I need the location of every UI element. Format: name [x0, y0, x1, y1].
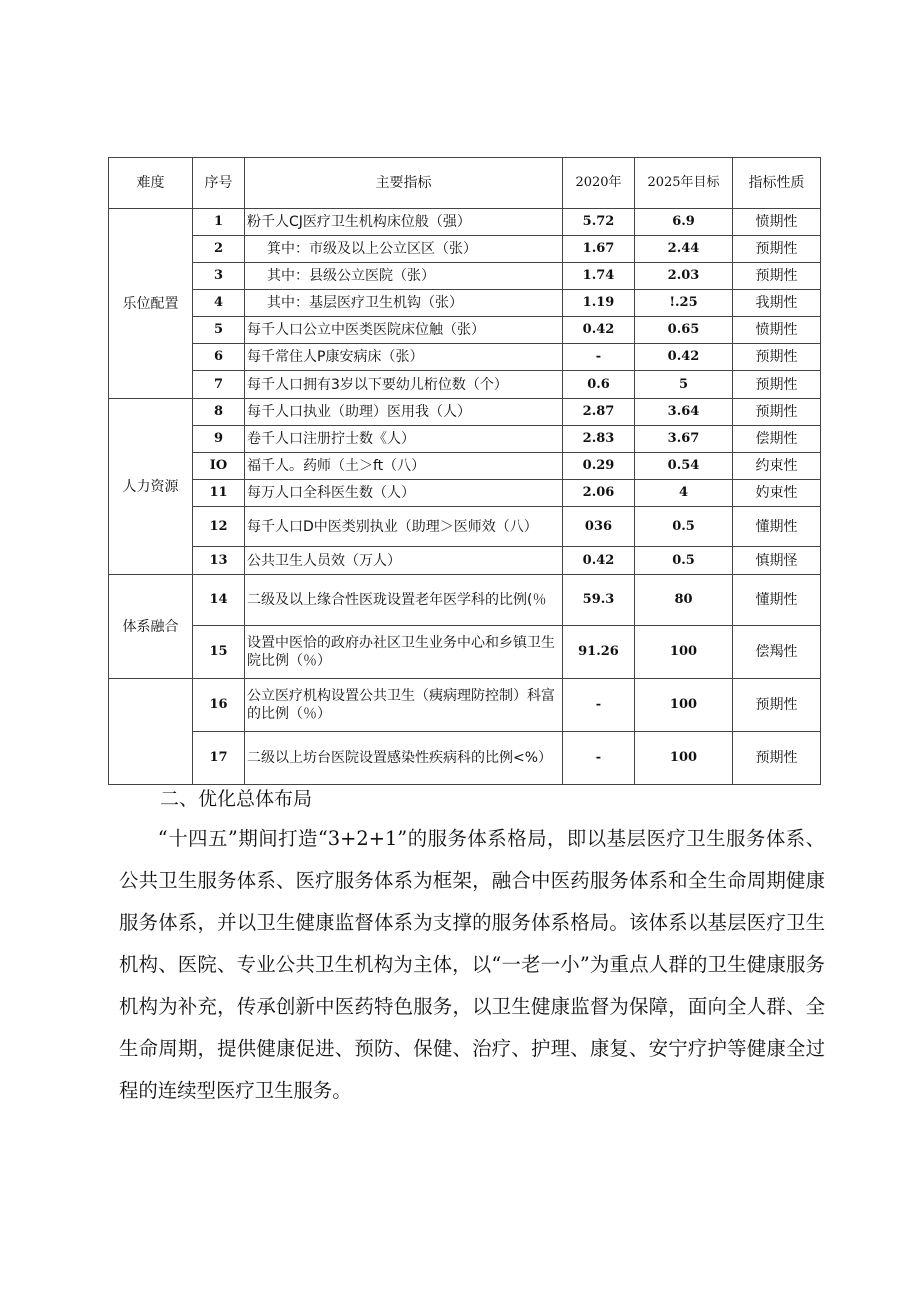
row-2025: 100	[635, 626, 733, 679]
header-2020: 2020年	[563, 158, 635, 209]
row-indicator: 其中：县级公立医院（张）	[245, 263, 563, 290]
row-indicator: 每千常住人P康安病床（张）	[245, 344, 563, 371]
row-2025: 0.54	[635, 453, 733, 480]
row-2020: 2.87	[563, 399, 635, 426]
row-indicator: 其中：基层医疗卫生机钩（张）	[245, 290, 563, 317]
table-row	[109, 480, 821, 507]
row-nature: 预期性	[733, 236, 821, 263]
row-no: 1	[193, 209, 245, 236]
row-2025: 3.64	[635, 399, 733, 426]
indicator-table	[108, 157, 821, 785]
row-no: 9	[193, 426, 245, 453]
category-system: 体系融合	[109, 575, 193, 679]
table-row	[109, 575, 821, 626]
row-nature: 预期性	[733, 679, 821, 732]
row-nature: 偿羯性	[733, 626, 821, 679]
row-indicator: 福千人。药师（土＞ft（八）	[245, 453, 563, 480]
table-row	[109, 344, 821, 371]
row-nature: 预期性	[733, 732, 821, 785]
row-nature: 预期性	[733, 399, 821, 426]
row-2020: 5.72	[563, 209, 635, 236]
table-row	[109, 317, 821, 344]
row-2025: 0.65	[635, 317, 733, 344]
row-nature: 预期性	[733, 263, 821, 290]
table-row	[109, 453, 821, 480]
table-row	[109, 236, 821, 263]
row-2025: 5	[635, 371, 733, 399]
category-hr: 人力资源	[109, 399, 193, 575]
row-no: 8	[193, 399, 245, 426]
row-2025: 0.5	[635, 547, 733, 575]
row-nature: 我期性	[733, 290, 821, 317]
table-row	[109, 399, 821, 426]
row-2020: -	[563, 732, 635, 785]
table-header-row	[109, 158, 821, 209]
row-nature: 妁束性	[733, 480, 821, 507]
row-nature: 偿期性	[733, 426, 821, 453]
row-indicator: 每千人口拥有3岁以下要幼儿桁位数（个）	[245, 371, 563, 399]
row-no: 11	[193, 480, 245, 507]
row-2025: 2.44	[635, 236, 733, 263]
row-2020: 2.06	[563, 480, 635, 507]
row-2025: 0.42	[635, 344, 733, 371]
row-indicator: 公共卫生人员效（万人）	[245, 547, 563, 575]
row-2025: 6.9	[635, 209, 733, 236]
row-2025: 100	[635, 679, 733, 732]
row-indicator: 每万人口全科医生数（人）	[245, 480, 563, 507]
row-indicator: 每千人口执业（助理）医用我（人）	[245, 399, 563, 426]
table-row	[109, 679, 821, 732]
row-2020: -	[563, 679, 635, 732]
row-indicator: 设置中医恰的政府办社区卫生业务中心和乡镇卫生院比例（％）	[245, 626, 563, 679]
row-no: 13	[193, 547, 245, 575]
row-nature: 愤期性	[733, 209, 821, 236]
row-no: 16	[193, 679, 245, 732]
row-nature: 约束性	[733, 453, 821, 480]
table-row	[109, 507, 821, 547]
header-indicator: 主要指标	[245, 158, 563, 209]
row-2025: 100	[635, 732, 733, 785]
header-2025: 2025年目标	[635, 158, 733, 209]
row-2020: 0.42	[563, 317, 635, 344]
row-2020: 59.3	[563, 575, 635, 626]
row-no: 4	[193, 290, 245, 317]
row-2020: 2.83	[563, 426, 635, 453]
row-nature: 懂期性	[733, 507, 821, 547]
row-indicator: 每千人口公立中医类医院床位触（张）	[245, 317, 563, 344]
row-nature: 愤期性	[733, 317, 821, 344]
row-2020: 0.6	[563, 371, 635, 399]
row-2020: 91.26	[563, 626, 635, 679]
row-no: 7	[193, 371, 245, 399]
row-2025: 80	[635, 575, 733, 626]
row-indicator: 公立医疗机构设置公共卫生（痍病理防控制）科富的比例（％）	[245, 679, 563, 732]
category-other	[109, 679, 193, 785]
row-no: 12	[193, 507, 245, 547]
table-row	[109, 371, 821, 399]
row-nature: 慎期怪	[733, 547, 821, 575]
row-no: 6	[193, 344, 245, 371]
row-2025: 2.03	[635, 263, 733, 290]
table-row	[109, 263, 821, 290]
table-row	[109, 209, 821, 236]
row-2020: 036	[563, 507, 635, 547]
table-row	[109, 426, 821, 453]
section-heading: 二、优化总体布局	[160, 788, 313, 810]
category-resource: 乐位配置	[109, 209, 193, 399]
row-nature: 懂期性	[733, 575, 821, 626]
row-no: IO	[193, 453, 245, 480]
row-indicator: 二级以上坊台医院设置感染性疾病科的比例<%）	[245, 732, 563, 785]
table-row	[109, 626, 821, 679]
row-2020: 1.74	[563, 263, 635, 290]
row-indicator: 二级及以上缘合性医珑设置老年医学科的比例(％	[245, 575, 563, 626]
row-indicator: 每千人口D中医类别执业（助理＞医师效（八）	[245, 507, 563, 547]
row-2020: 1.19	[563, 290, 635, 317]
header-category: 难度	[109, 158, 193, 209]
table-row	[109, 547, 821, 575]
table-row	[109, 290, 821, 317]
row-no: 14	[193, 575, 245, 626]
row-2020: -	[563, 344, 635, 371]
header-no: 序号	[193, 158, 245, 209]
section-paragraph: “十四五”期间打造“3+2+1”的服务体系格局，即以基层医疗卫生服务体系、公共卫生服务体系、医疗服务体系为框架，融合中医药服务体系和全生命周期健康服务体系，并以卫生健康监督体系为支撑的服务体系格局。该体系以基层医疗卫生机构、医院、专业公共卫生机构为主体，以“一老一小”为重点人群的卫生健康服务机构为补充，传承创新中医药特色服务，以卫生健康监督为保障，面向全人群、全生命周期，提供健康促进、预防、保健、治疗、护理、康复、安宁疗护等健康全过程的连续型医疗卫生服务。	[119, 827, 825, 1102]
row-nature: 预期性	[733, 371, 821, 399]
row-indicator: 箕中：市级及以上公立区区（张）	[245, 236, 563, 263]
row-no: 15	[193, 626, 245, 679]
row-2025: 0.5	[635, 507, 733, 547]
row-2020: 0.42	[563, 547, 635, 575]
row-no: 2	[193, 236, 245, 263]
row-nature: 预期性	[733, 344, 821, 371]
row-no: 17	[193, 732, 245, 785]
table-row	[109, 732, 821, 785]
row-indicator: 粉千人CJ医疗卫生机构床位般（强）	[245, 209, 563, 236]
header-nature: 指标性质	[733, 158, 821, 209]
row-2020: 0.29	[563, 453, 635, 480]
row-no: 3	[193, 263, 245, 290]
row-2025: !.25	[635, 290, 733, 317]
row-no: 5	[193, 317, 245, 344]
row-2025: 4	[635, 480, 733, 507]
row-indicator: 卷千人口注册拧士数《人）	[245, 426, 563, 453]
row-2025: 3.67	[635, 426, 733, 453]
row-2020: 1.67	[563, 236, 635, 263]
